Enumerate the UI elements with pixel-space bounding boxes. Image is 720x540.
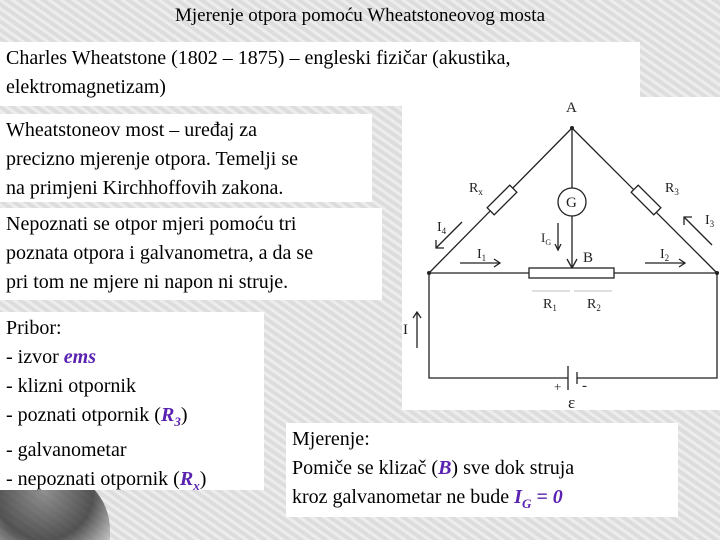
definition-line: Wheatstoneov most – uređaj za — [6, 119, 258, 141]
measurement-line: Pomiče se klizač (B) sve dok struja — [292, 457, 575, 479]
definition-line: precizno mjerenje otpora. Temelji se — [6, 148, 299, 170]
label-i1: $I_1$ — [477, 247, 487, 263]
equipment-heading: Pribor: — [6, 317, 62, 339]
label-emf: ε — [568, 393, 576, 412]
label-i: I — [403, 322, 408, 338]
intro-line: elektromagnetizam) — [6, 76, 166, 98]
measurement-heading: Mjerenje: — [292, 428, 370, 450]
equipment-item: - poznati otpornik $(R_3)$ — [6, 404, 188, 429]
label-minus: - — [582, 378, 587, 394]
label-ig: $I_G$ — [541, 230, 552, 247]
definition-line: na primjeni Kirchhoffovih zakona. — [6, 177, 284, 199]
label-r3: $R_3$ — [665, 181, 679, 197]
label-plus: + — [554, 379, 562, 394]
equipment-item: - nepoznati otpornik $(R_x)$ — [6, 468, 207, 493]
label-i4: $I_4$ — [437, 220, 447, 236]
principle-line: poznata otpora i galvanometra, a da se — [6, 242, 314, 264]
diagram-background — [402, 97, 720, 410]
label-r1: $R_1$ — [543, 297, 557, 313]
intro-line: Charles Wheatstone (1802 – 1875) – engleski fizičar (akustika, — [6, 47, 511, 69]
slide-wire-resistor — [529, 268, 614, 278]
slide-title: Mjerenje otpora pomoću Wheatstoneovog mosta — [174, 5, 546, 26]
label-r2: $R_2$ — [587, 297, 601, 313]
node-right — [715, 271, 719, 275]
equipment-item: - galvanometar — [6, 439, 127, 461]
label-rx: $R_x$ — [469, 181, 483, 197]
label-i3: $I_3$ — [705, 213, 715, 229]
label-b: B — [583, 250, 594, 266]
principle-line: pri tom ne mjere ni napon ni struje. — [6, 271, 289, 293]
label-i2: $I_2$ — [660, 247, 670, 263]
label-a: A — [566, 100, 577, 116]
principle-line: Nepoznati se otpor mjeri pomoću tri — [6, 213, 297, 235]
label-g: G — [566, 195, 577, 211]
node-left — [427, 271, 431, 275]
node-a — [570, 126, 574, 130]
measurement-line: kroz galvanometar ne bude $I_G = 0$ — [292, 486, 563, 511]
equipment-item: - izvor ems — [6, 346, 96, 368]
equipment-item: - klizni otpornik — [6, 375, 136, 397]
